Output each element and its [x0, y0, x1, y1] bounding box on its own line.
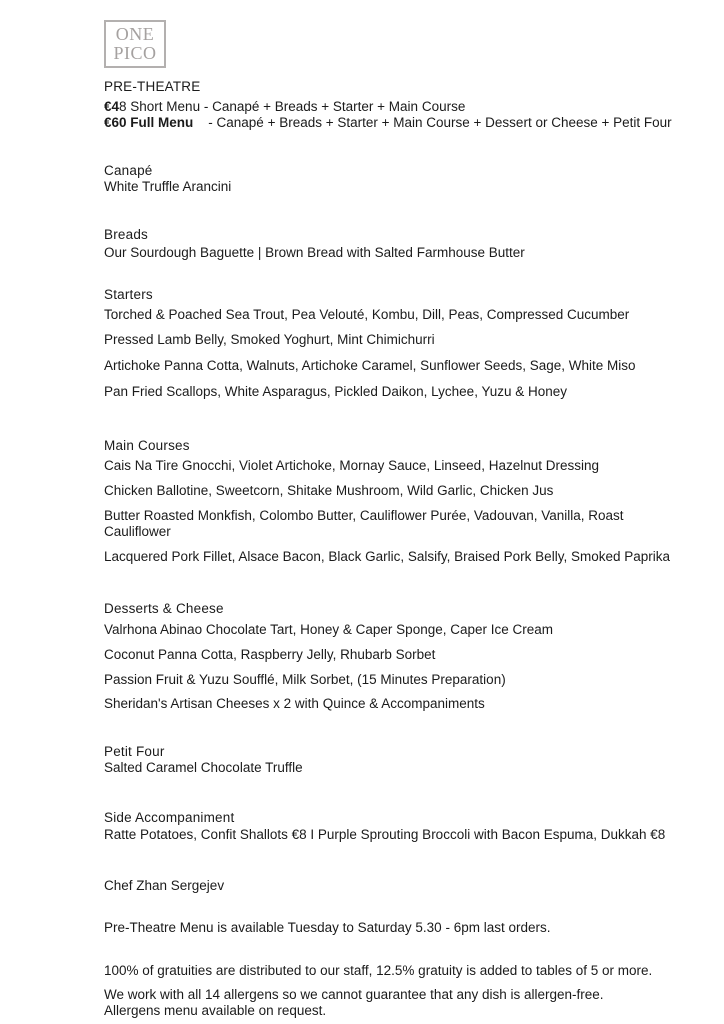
- menu-item: Our Sourdough Baguette | Brown Bread with Salted Farmhouse Butter: [104, 245, 525, 260]
- menu-item: Butter Roasted Monkfish, Colombo Butter, Cauliflower Purée, Vadouvan, Vanilla, Roast Cauliflower: [104, 508, 628, 539]
- chef-name: Chef Zhan Sergejev: [104, 878, 225, 893]
- menu-item: Pan Fried Scallops, White Asparagus, Pickled Daikon, Lychee, Yuzu & Honey: [104, 384, 568, 399]
- full-menu-price: €60 Full Menu: [104, 115, 194, 130]
- short-menu-price-line: [104, 99, 688, 115]
- section-title-canape: Canapé: [104, 163, 153, 178]
- section-title-side-accompaniment: Side Accompaniment: [104, 810, 235, 825]
- menu-item: Salted Caramel Chocolate Truffle: [104, 760, 303, 775]
- gratuities-note: 100% of gratuities are distributed to our staff, 12.5% gratuity is added to tables of 5 or more.: [104, 963, 653, 978]
- full-menu-price-line: [104, 115, 688, 131]
- section-title-petit-four: Petit Four: [104, 744, 165, 759]
- logo-word-pico: PICO: [113, 43, 157, 63]
- allergens-note-line1: We work with all 14 allergens so we cannot guarantee that any dish is allergen-free.: [104, 987, 604, 1002]
- short-menu-price: €4: [104, 99, 120, 114]
- section-title-breads: Breads: [104, 227, 148, 242]
- menu-item: Chicken Ballotine, Sweetcorn, Shitake Mushroom, Wild Garlic, Chicken Jus: [104, 483, 554, 498]
- one-pico-logo: [104, 20, 166, 68]
- allergens-note-line2: Allergens menu available on request.: [104, 1003, 327, 1018]
- logo-word-one: ONE: [115, 24, 155, 44]
- full-menu-description: - Canapé + Breads + Starter + Main Course + Dessert or Cheese + Petit Four: [193, 115, 672, 130]
- menu-item: Lacquered Pork Fillet, Alsace Bacon, Black Garlic, Salsify, Braised Pork Belly, Smoked Paprika: [104, 549, 670, 564]
- menu-content: [104, 79, 688, 1019]
- section-title-desserts-cheese: Desserts & Cheese: [104, 601, 224, 616]
- menu-item: Coconut Panna Cotta, Raspberry Jelly, Rhubarb Sorbet: [104, 647, 436, 662]
- page-title: PRE-THEATRE: [104, 79, 201, 94]
- menu-item: Passion Fruit & Yuzu Soufflé, Milk Sorbet, (15 Minutes Preparation): [104, 672, 506, 687]
- section-title-main-courses: Main Courses: [104, 438, 190, 453]
- menu-item: White Truffle Arancini: [104, 179, 232, 194]
- menu-item: Cais Na Tire Gnocchi, Violet Artichoke, Mornay Sauce, Linseed, Hazelnut Dressing: [104, 458, 599, 473]
- section-title-starters: Starters: [104, 287, 153, 302]
- menu-item: Ratte Potatoes, Confit Shallots €8 I Purple Sprouting Broccoli with Bacon Espuma, Dukkah €8: [104, 827, 666, 842]
- availability-note: Pre-Theatre Menu is available Tuesday to Saturday 5.30 - 6pm last orders.: [104, 920, 551, 935]
- menu-item: Valrhona Abinao Chocolate Tart, Honey & Caper Sponge, Caper Ice Cream: [104, 622, 554, 637]
- short-menu-description: 8 Short Menu - Canapé + Breads + Starter + Main Course: [119, 99, 466, 114]
- menu-item: Pressed Lamb Belly, Smoked Yoghurt, Mint Chimichurri: [104, 332, 435, 347]
- menu-item: Torched & Poached Sea Trout, Pea Velouté, Kombu, Dill, Peas, Compressed Cucumber: [104, 307, 630, 322]
- menu-item: Artichoke Panna Cotta, Walnuts, Artichoke Caramel, Sunflower Seeds, Sage, White Miso: [104, 358, 636, 373]
- menu-item: Sheridan's Artisan Cheeses x 2 with Quince & Accompaniments: [104, 696, 485, 711]
